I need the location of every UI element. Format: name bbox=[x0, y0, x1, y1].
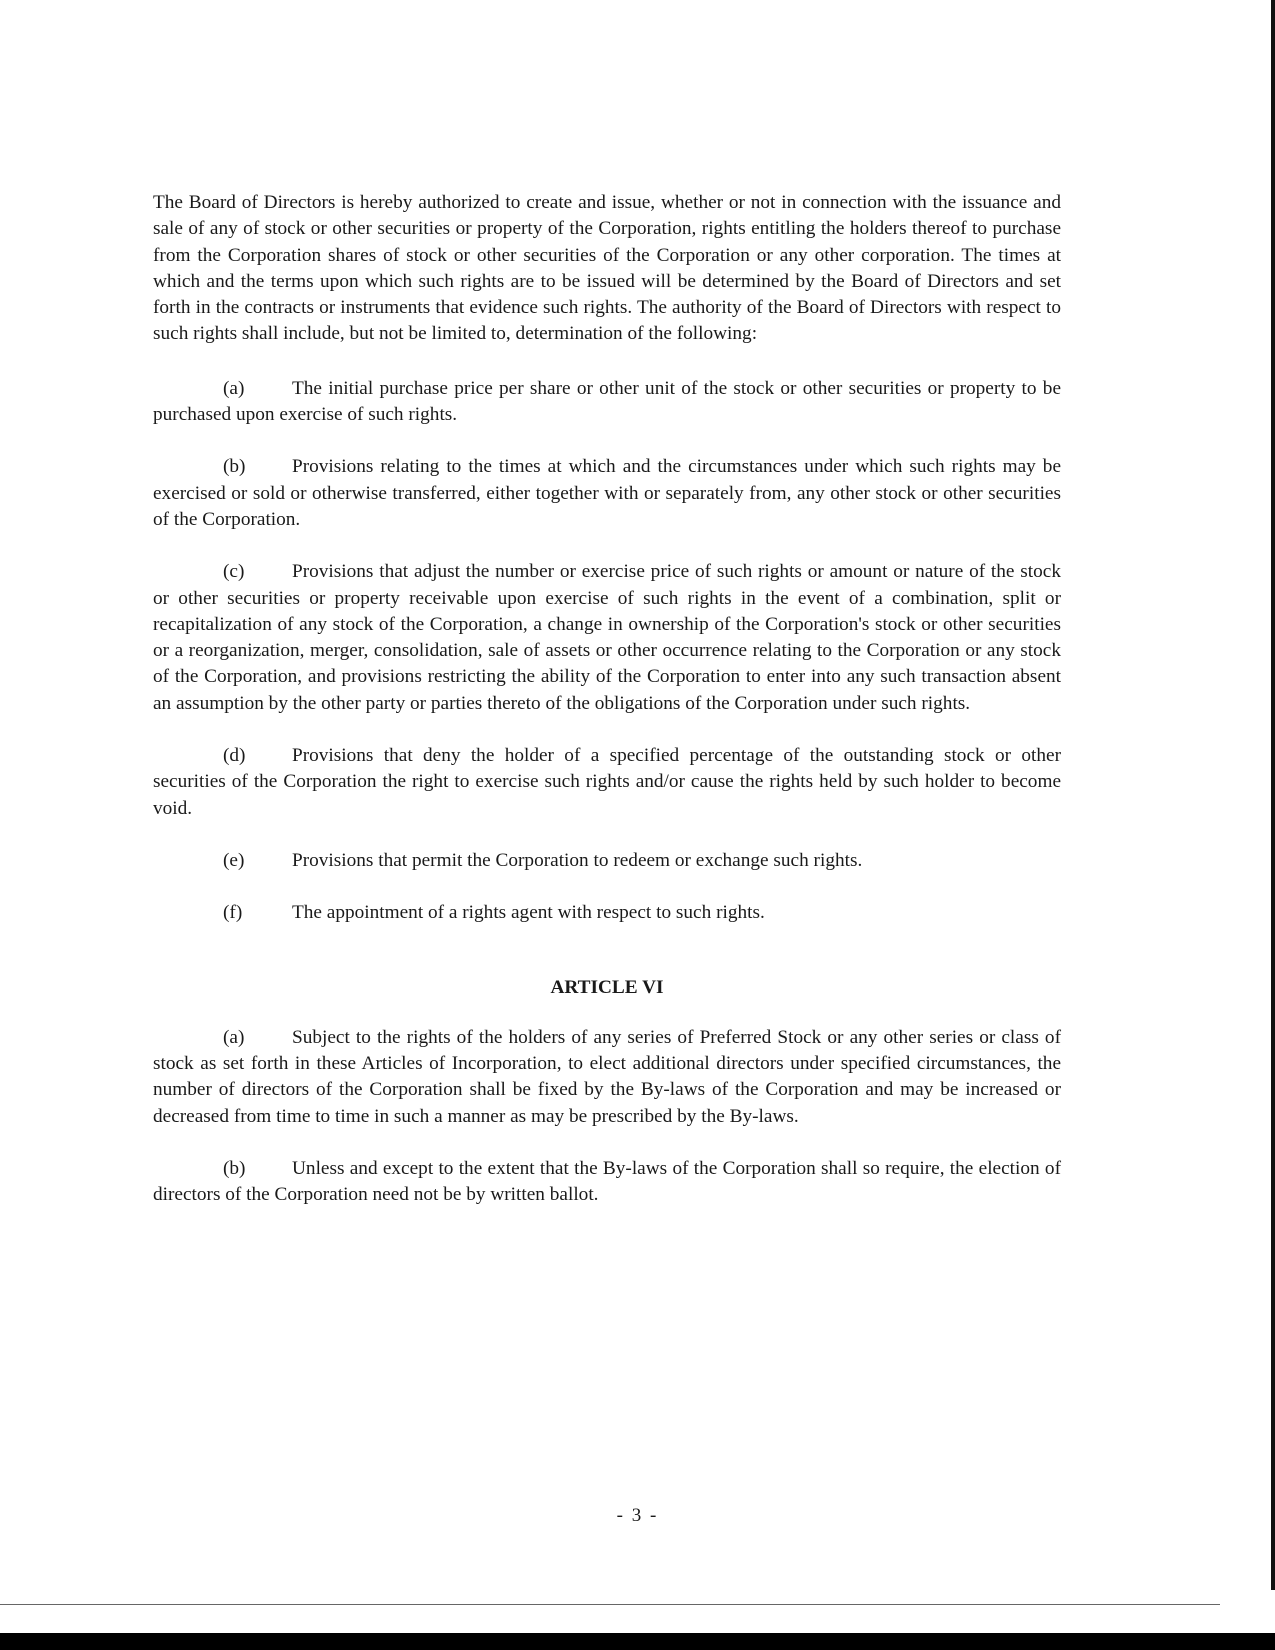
item-text: Provisions that permit the Corporation to redeem or exchange such rights. bbox=[292, 849, 863, 871]
document-body bbox=[153, 190, 1061, 1235]
rights-item-d bbox=[153, 743, 1061, 822]
article-heading: ARTICLE VI bbox=[550, 976, 664, 998]
scan-line bbox=[0, 1604, 1220, 1605]
rights-item-e bbox=[153, 848, 1061, 874]
item-label: (c) bbox=[223, 561, 245, 583]
page-number: - 3 - bbox=[616, 1505, 659, 1526]
item-label: (b) bbox=[223, 456, 246, 478]
rights-item-c bbox=[153, 559, 1061, 717]
item-text: Provisions that deny the holder of a specified percentage of the outstanding stock or other securities of the Corporation the right to exercise such rights and/or cause the rights held by such holder to become void. bbox=[153, 745, 1061, 819]
item-label: (b) bbox=[223, 1158, 246, 1180]
item-text: Unless and except to the extent that the By-laws of the Corporation shall so require, the election of directors of the Corporation need not be by written ballot. bbox=[153, 1158, 1061, 1206]
item-label: (d) bbox=[223, 745, 246, 767]
item-label: (a) bbox=[223, 377, 245, 399]
article-item-a bbox=[153, 1025, 1061, 1130]
intro-paragraph: The Board of Directors is hereby authorized to create and issue, whether or not in connection with the issuance and sale of any of stock or other securities or property of the Corporation, rights entitling the holders thereof to purchase from the Corporation shares of stock or other securities of the Corporation or any other corporation. The times at which and the terms upon which such rights are to be issued will be determined by the Board of Directors and set forth in the contracts or instruments that evidence such rights. The authority of the Board of Directors with respect to such rights shall include, but not be limited to, determination of the following: bbox=[153, 192, 1061, 345]
item-text: The appointment of a rights agent with respect to such rights. bbox=[292, 902, 765, 924]
rights-item-f bbox=[153, 900, 1061, 926]
item-text: The initial purchase price per share or other unit of the stock or other securities or property to be purchased upon exercise of such rights. bbox=[153, 377, 1061, 426]
scan-edge bbox=[1271, 0, 1275, 1590]
item-label: (e) bbox=[223, 849, 245, 871]
item-text: Subject to the rights of the holders of any series of Preferred Stock or any other series or class of stock as set forth in these Articles of Incorporation, to elect additional directors under specified circumstances, the number of directors of the Corporation shall be fixed by the By-laws of the Corporation and may be increased or decreased from time to time in such a manner as may be prescribed by the By-laws. bbox=[153, 1026, 1061, 1127]
item-label: (a) bbox=[223, 1026, 245, 1048]
item-label: (f) bbox=[223, 902, 243, 924]
item-text: Provisions that adjust the number or exercise price of such rights or amount or nature of the stock or other securities or property receivable upon exercise of such rights in the event of a combination, split or recapitalization of any stock of the Corporation, a change in ownership of the Corporation's stock or other securities or a reorganization, merger, consolidation, sale of assets or other occurrence relating to the Corporation or any stock of the Corporation, and provisions restricting the ability of the Corporation to enter into any such transaction absent an assumption by the other party or parties thereto of the obligations of the Corporation under such rights. bbox=[153, 561, 1061, 714]
article-item-b bbox=[153, 1156, 1061, 1209]
rights-item-b bbox=[153, 454, 1061, 533]
item-text: Provisions relating to the times at which and the circumstances under which such rights may be exercised or sold or otherwise transferred, either together with or separately from, any other stock or other securities of the Corporation. bbox=[153, 456, 1061, 530]
rights-item-a bbox=[153, 376, 1061, 429]
scan-bottom-border bbox=[0, 1633, 1275, 1650]
